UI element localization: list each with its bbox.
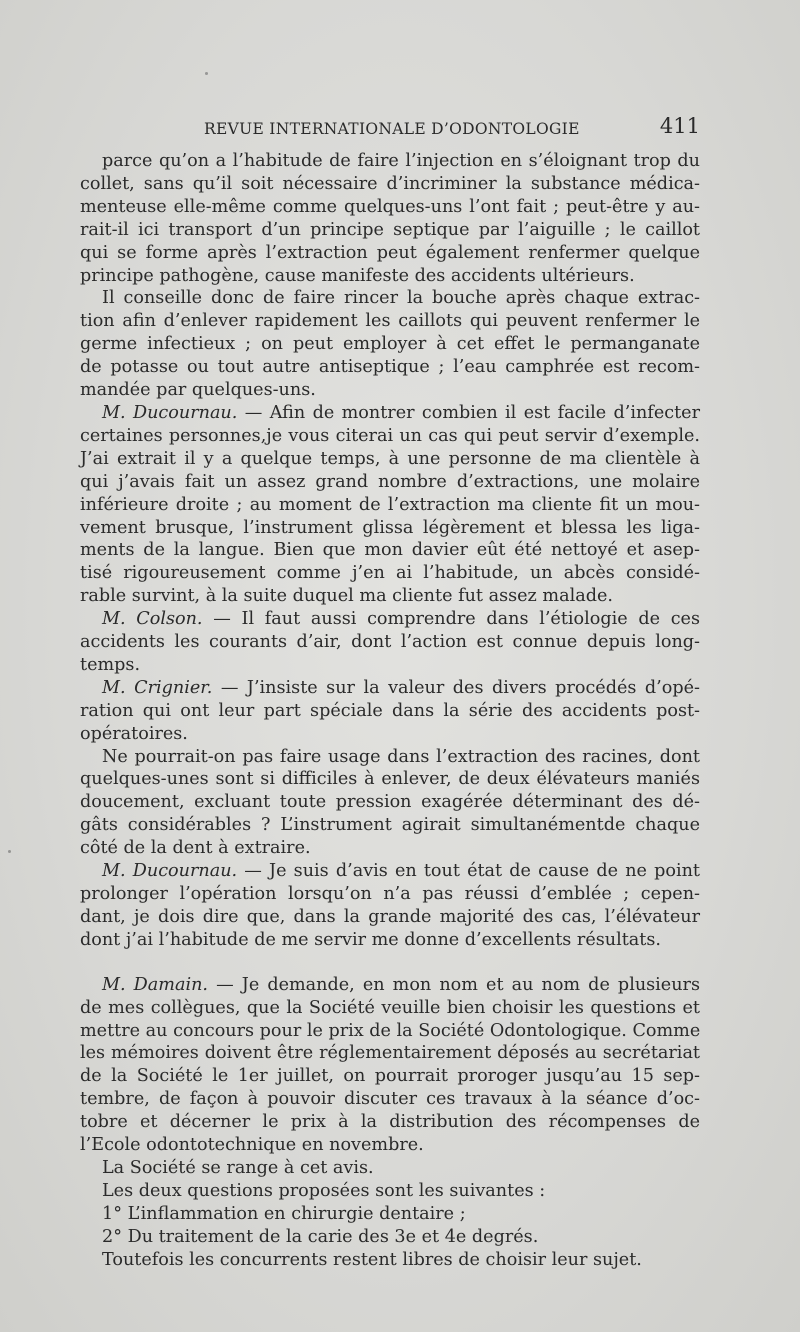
text-line: [80, 631, 700, 654]
line-text: Les deux questions proposées sont les suivantes :: [102, 1180, 546, 1201]
text-line: [80, 883, 700, 906]
text-line: [80, 929, 700, 952]
line-text: accidents les courants d’air, dont l’action est connue depuis long-: [80, 632, 700, 653]
text-line: [80, 494, 700, 517]
text-line: [80, 974, 700, 997]
paragraph: [80, 677, 700, 746]
paragraph: [80, 1203, 700, 1226]
line-text: mettre au concours pour le prix de la Société Odontologique. Comme: [80, 1020, 701, 1041]
page-number: 411: [659, 114, 700, 138]
line-text: 2° Du traitement de la carie des 3e et 4e degrés.: [102, 1226, 539, 1247]
line-text: — J’insiste sur la valeur des divers procédés d’opé-: [212, 677, 700, 698]
paragraph: [80, 860, 700, 952]
line-text: tobre et décerner le prix à la distribution des récompenses de: [80, 1112, 700, 1133]
line-text: Il conseille donc de faire rincer la bouche après chaque extrac-: [102, 288, 700, 309]
line-text: 1° L’inflammation en chirurgie dentaire ;: [102, 1203, 466, 1224]
speaker-name: M. Colson.: [102, 609, 203, 630]
page-header: [80, 112, 700, 142]
line-text: de la Société le 1er juillet, on pourrait proroger jusqu’au 15 sep-: [80, 1066, 700, 1087]
line-text: qui se forme après l’extraction peut également renfermer quelque: [80, 242, 700, 263]
speaker-name: M. Ducournau.: [102, 861, 238, 882]
text-line: [80, 1042, 700, 1065]
text-line: [80, 654, 700, 677]
line-text: — Je suis d’avis en tout état de cause de ne point: [237, 861, 700, 882]
paragraph: [80, 974, 700, 1157]
paper-speck: [205, 72, 208, 75]
text-line: [80, 517, 700, 540]
text-line: [80, 219, 700, 242]
text-line: [80, 356, 700, 379]
text-line: [80, 379, 700, 402]
text-line: [80, 860, 700, 883]
text-line: [80, 1020, 700, 1043]
paragraph-gap: [80, 952, 700, 974]
paragraph: [80, 608, 700, 677]
line-text: dant, je dois dire que, dans la grande majorité des cas, l’élévateur: [80, 906, 700, 927]
line-text: ration qui ont leur part spéciale dans la série des accidents post-: [80, 700, 700, 721]
text-line: [80, 425, 700, 448]
paragraph: [80, 1157, 700, 1180]
text-line: [80, 585, 700, 608]
text-line: [80, 723, 700, 746]
text-line: [80, 608, 700, 631]
text-line: [80, 768, 700, 791]
text-line: [80, 562, 700, 585]
text-line: [80, 1065, 700, 1088]
line-text: mandée par quelques-uns.: [80, 380, 316, 401]
line-text: quelques-unes sont si difficiles à enlever, de deux élévateurs maniés: [80, 769, 700, 790]
line-text: les mémoires doivent être réglementairement déposés au secrétariat: [80, 1043, 700, 1064]
line-text: ments de la langue. Bien que mon davier eût été nettoyé et asep-: [80, 540, 700, 561]
text-line: [80, 196, 700, 219]
text-line: [80, 448, 700, 471]
text-line: [80, 791, 700, 814]
text-line: [80, 471, 700, 494]
line-text: Ne pourrait-on pas faire usage dans l’extraction des racines, dont: [102, 746, 700, 767]
text-line: [80, 746, 700, 769]
text-line: [80, 173, 700, 196]
text-line: [80, 1088, 700, 1111]
text-line: [80, 1180, 700, 1203]
paragraph: [80, 1180, 700, 1203]
line-text: temps.: [80, 654, 141, 675]
text-line: [80, 997, 700, 1020]
line-text: tembre, de façon à pouvoir discuter ces travaux à la séance d’oc-: [80, 1089, 700, 1110]
running-title: REVUE INTERNATIONALE D’ODONTOLOGIE: [204, 120, 580, 138]
line-text: doucement, excluant toute pression exagérée déterminant des dé-: [80, 792, 700, 813]
body-text: [80, 150, 700, 1272]
paper-speck: [8, 850, 11, 853]
line-text: — Afin de montrer combien il est facile d’infecter: [237, 402, 700, 423]
line-text: tisé rigoureusement comme j’en ai l’habitude, un abcès considé-: [80, 563, 700, 584]
text-line: [80, 287, 700, 310]
text-line: [80, 677, 700, 700]
text-line: [80, 906, 700, 929]
line-text: vement brusque, l’instrument glissa légèrement et blessa les liga-: [80, 517, 700, 538]
line-text: germe infectieux ; on peut employer à cet effet le permanganate: [80, 334, 700, 355]
text-line: [80, 242, 700, 265]
line-text: prolonger l’opération lorsqu’on n’a pas réussi d’emblée ; cepen-: [80, 884, 700, 904]
line-text: inférieure droite ; au moment de l’extraction ma cliente fit un mou-: [80, 494, 700, 515]
speaker-name: M. Damain.: [102, 974, 209, 995]
line-text: collet, sans qu’il soit nécessaire d’incriminer la substance médica-: [80, 173, 700, 194]
text-line: [80, 837, 700, 860]
text-line: [80, 150, 700, 173]
paragraph: [80, 1249, 700, 1272]
line-text: certaines personnes,je vous citerai un cas qui peut servir d’exemple.: [80, 425, 700, 446]
line-text: côté de la dent à extraire.: [80, 838, 311, 859]
line-text: — Je demande, en mon nom et au nom de plusieurs: [208, 974, 700, 995]
speaker-name: M. Ducournau.: [102, 402, 238, 423]
line-text: rable survint, à la suite duquel ma cliente fut assez malade.: [80, 586, 613, 607]
line-text: — Il faut aussi comprendre dans l’étiologie de ces: [202, 609, 700, 630]
line-text: J’ai extrait il y a quelque temps, à une personne de ma clientèle à: [80, 448, 700, 469]
line-text: dont j’ai l’habitude de me servir me donne d’excellents résultats.: [80, 929, 661, 950]
line-text: parce qu’on a l’habitude de faire l’injection en s’éloignant trop du: [102, 151, 700, 171]
paragraph: [80, 746, 700, 861]
line-text: tion afin d’enlever rapidement les caillots qui peuvent renfermer le: [80, 311, 700, 332]
text-line: [80, 814, 700, 837]
line-text: l’Ecole odontotechnique en novembre.: [80, 1135, 424, 1156]
line-text: rait-il ici transport d’un principe septique par l’aiguille ; le caillot: [80, 219, 700, 240]
text-line: [80, 1203, 700, 1226]
text-line: [80, 1157, 700, 1180]
line-text: de mes collègues, que la Société veuille bien choisir les questions et: [80, 997, 700, 1018]
line-text: La Société se range à cet avis.: [102, 1157, 374, 1178]
paragraph: [80, 150, 700, 287]
text-line: [80, 402, 700, 425]
text-line: [80, 1134, 700, 1157]
text-line: [80, 700, 700, 723]
text-line: [80, 1249, 700, 1272]
text-line: [80, 310, 700, 333]
paragraph: [80, 1226, 700, 1249]
text-line: [80, 333, 700, 356]
text-line: [80, 539, 700, 562]
text-line: [80, 1111, 700, 1134]
line-text: principe pathogène, cause manifeste des accidents ultérieurs.: [80, 265, 635, 286]
line-text: Toutefois les concurrents restent libres de choisir leur sujet.: [102, 1249, 642, 1270]
text-line: [80, 1226, 700, 1249]
paragraph: [80, 287, 700, 402]
line-text: qui j’avais fait un assez grand nombre d’extractions, une molaire: [80, 471, 700, 492]
paragraph: [80, 402, 700, 608]
text-line: [80, 265, 700, 288]
speaker-name: M. Crignier.: [102, 677, 213, 698]
line-text: gâts considérables ? L’instrument agirait simultanémentde chaque: [80, 815, 700, 836]
line-text: menteuse elle-même comme quelques-uns l’ont fait ; peut-être y au-: [80, 196, 700, 217]
line-text: de potasse ou tout autre antiseptique ; l’eau camphrée est recom-: [80, 357, 700, 378]
line-text: opératoires.: [80, 723, 188, 744]
